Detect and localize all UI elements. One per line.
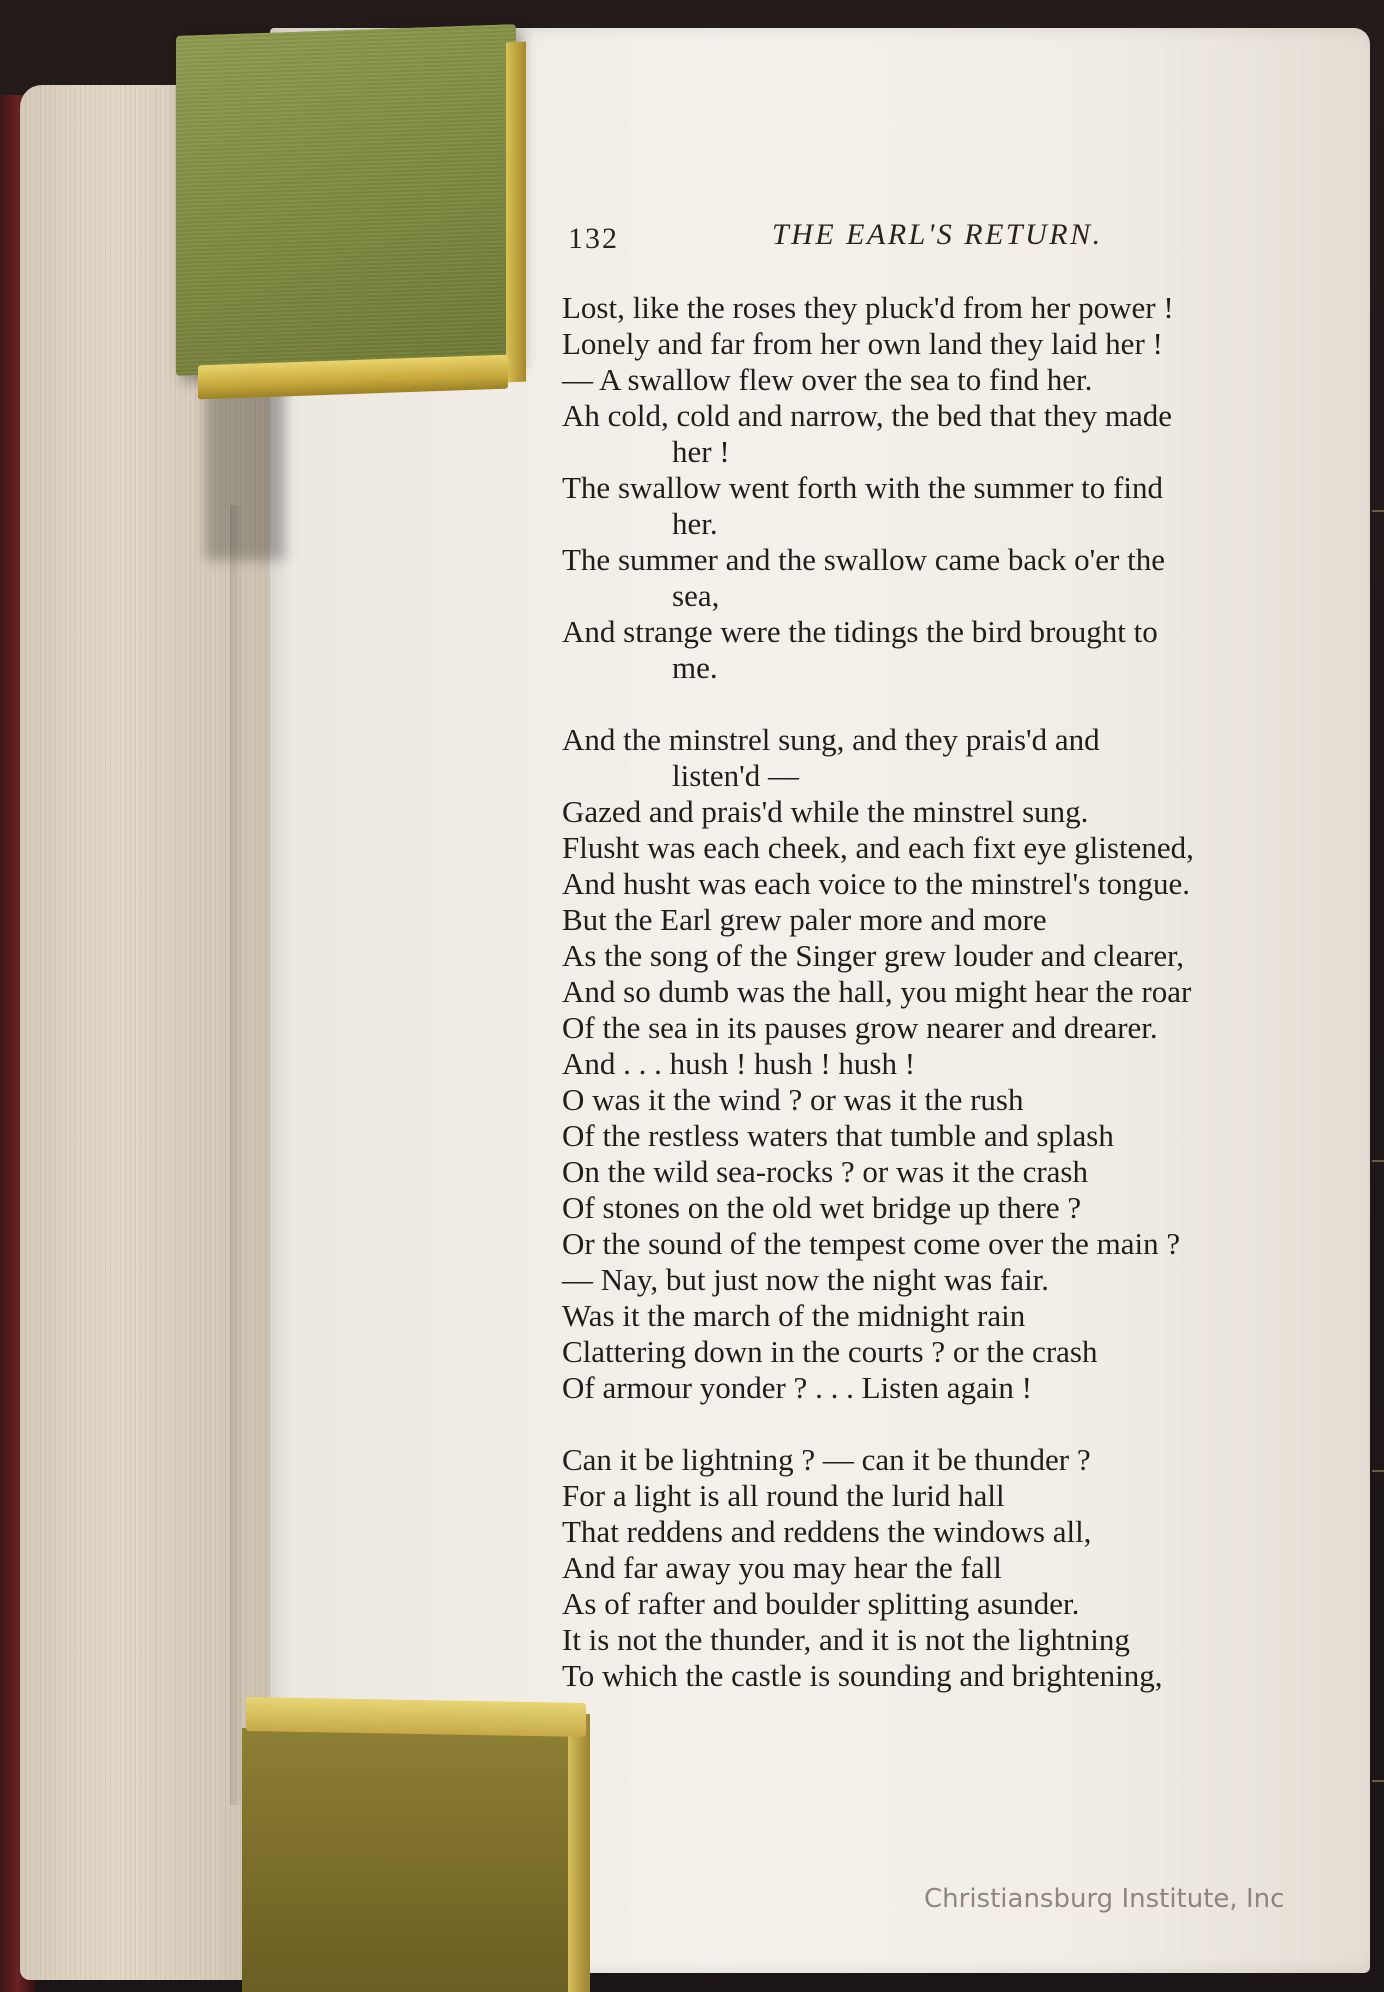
poem-line: And strange were the tidings the bird brought to bbox=[562, 614, 1158, 649]
binding-thread bbox=[1372, 1470, 1384, 1472]
page-header bbox=[0, 218, 1384, 262]
poem-line: her. bbox=[672, 506, 718, 541]
poem-line: And . . . hush ! hush ! hush ! bbox=[562, 1046, 916, 1081]
poem-line: And far away you may hear the fall bbox=[562, 1550, 1002, 1585]
poem-line: On the wild sea-rocks ? or was it the crash bbox=[562, 1154, 1088, 1189]
bottom-clip-lip bbox=[246, 1697, 586, 1737]
poem-line: It is not the thunder, and it is not the lightning bbox=[562, 1622, 1130, 1657]
binding-thread bbox=[1372, 1780, 1384, 1782]
poem-line: Was it the march of the midnight rain bbox=[562, 1298, 1026, 1333]
poem-line: her ! bbox=[672, 434, 730, 469]
poem-text bbox=[562, 290, 1352, 1694]
poem-line: Lonely and far from her own land they laid her ! bbox=[562, 326, 1163, 361]
poem-line: As of rafter and boulder splitting asunder. bbox=[562, 1586, 1080, 1621]
bottom-page-clip bbox=[242, 1700, 597, 1992]
poem-line: Can it be lightning ? — can it be thunder ? bbox=[562, 1442, 1091, 1477]
poem-line: listen'd — bbox=[672, 758, 799, 793]
binding-thread bbox=[1372, 1160, 1384, 1162]
poem-line: — A swallow flew over the sea to find her. bbox=[562, 362, 1093, 397]
poem-line: And so dumb was the hall, you might hear the roar bbox=[562, 974, 1192, 1009]
poem-line: To which the castle is sounding and brightening, bbox=[562, 1658, 1163, 1693]
poem-line: Of stones on the old wet bridge up there ? bbox=[562, 1190, 1082, 1225]
poem-line: Of armour yonder ? . . . Listen again ! bbox=[562, 1370, 1033, 1405]
poem-line: Or the sound of the tempest come over the main ? bbox=[562, 1226, 1181, 1261]
poem-line: Lost, like the roses they pluck'd from her power ! bbox=[562, 290, 1174, 325]
poem-line: The summer and the swallow came back o'er the bbox=[562, 542, 1165, 577]
top-clip-rim bbox=[506, 42, 526, 383]
stanza-break bbox=[562, 686, 1352, 722]
poem-line: sea, bbox=[672, 578, 720, 613]
bottom-clip-rim bbox=[568, 1714, 590, 1992]
poem-line: And husht was each voice to the minstrel's tongue. bbox=[562, 866, 1191, 901]
top-clip-face bbox=[176, 24, 516, 376]
poem-line: And the minstrel sung, and they prais'd and bbox=[562, 722, 1100, 757]
page-number: 132 bbox=[568, 222, 619, 255]
watermark: Christiansburg Institute, Inc bbox=[924, 1884, 1285, 1914]
poem-line: — Nay, but just now the night was fair. bbox=[562, 1262, 1050, 1297]
page-edge-shadow bbox=[230, 505, 244, 1805]
poem-line: The swallow went forth with the summer to find bbox=[562, 470, 1163, 505]
poem-line: But the Earl grew paler more and more bbox=[562, 902, 1047, 937]
poem-line: O was it the wind ? or was it the rush bbox=[562, 1082, 1024, 1117]
poem-line: me. bbox=[672, 650, 718, 685]
bottom-clip-face bbox=[242, 1728, 572, 1992]
poem-line: Of the restless waters that tumble and splash bbox=[562, 1118, 1114, 1153]
running-title: THE EARL'S RETURN. bbox=[772, 218, 1103, 251]
poem-line: Flusht was each cheek, and each fixt eye glistened, bbox=[562, 830, 1194, 865]
stanza-break bbox=[562, 1406, 1352, 1442]
poem-line: Of the sea in its pauses grow nearer and drearer. bbox=[562, 1010, 1158, 1045]
poem-line: Clattering down in the courts ? or the crash bbox=[562, 1334, 1098, 1369]
poem-line: Gazed and prais'd while the minstrel sung. bbox=[562, 794, 1089, 829]
top-page-clip bbox=[176, 30, 526, 410]
poem-line: That reddens and reddens the windows all, bbox=[562, 1514, 1092, 1549]
poem-line: As the song of the Singer grew louder and clearer, bbox=[562, 938, 1184, 973]
poem-line: For a light is all round the lurid hall bbox=[562, 1478, 1005, 1513]
binding-thread bbox=[1372, 510, 1384, 512]
poem-line: Ah cold, cold and narrow, the bed that they made bbox=[562, 398, 1173, 433]
